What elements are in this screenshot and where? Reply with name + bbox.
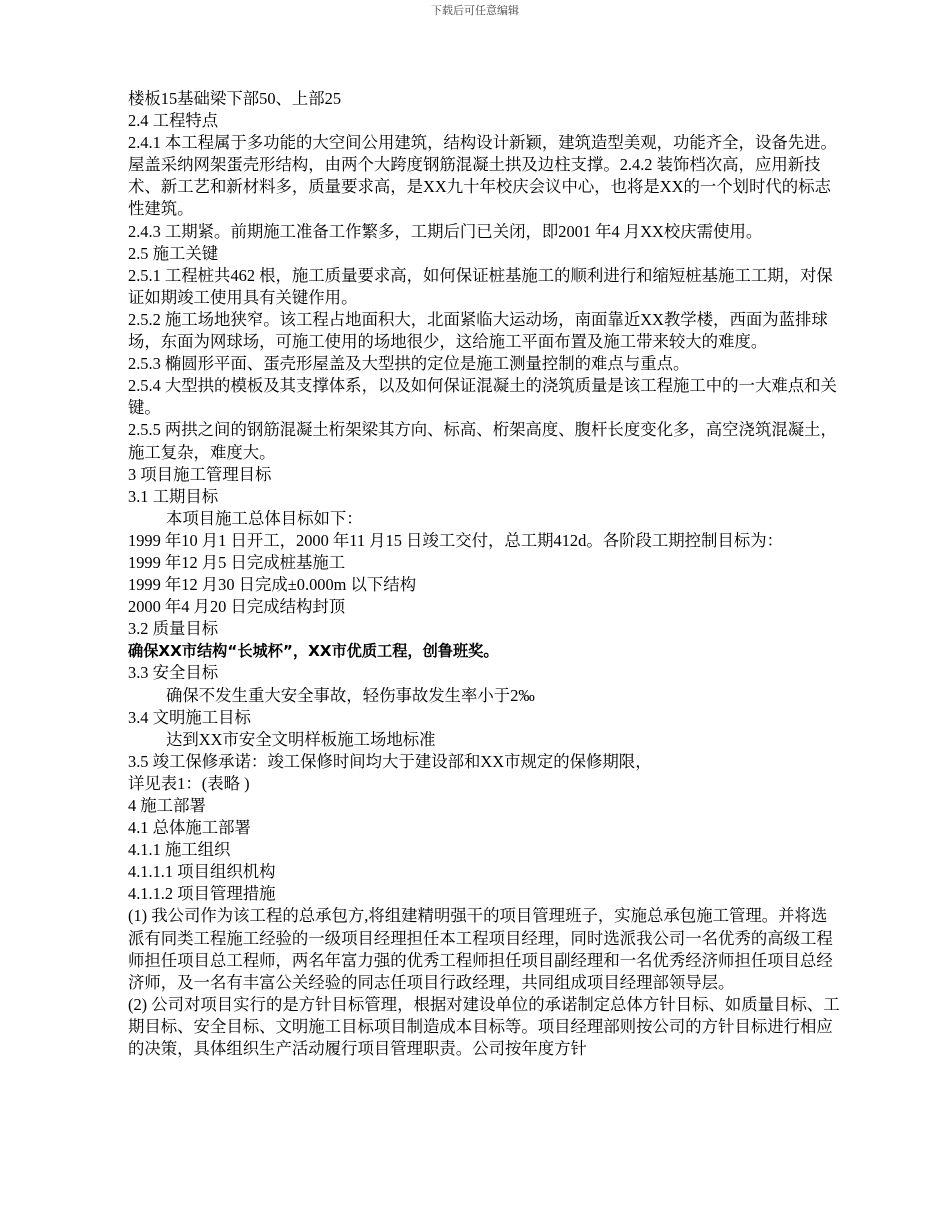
section-heading: 4.1.1 施工组织 — [128, 840, 231, 860]
section-heading: 3.2 质量目标 — [128, 619, 219, 639]
paragraph: 2.4.3 工期紧。前期施工准备工作繁多，工期后门已关闭，即2001 年4 月XX校庆需使用。 — [128, 221, 763, 241]
section-heading: 4.1 总体施工部署 — [128, 818, 251, 838]
paragraph: 1999 年10 月1 日开工，2000 年11 月15 日竣工交付，总工期412d。各阶段工期控制目标为： — [128, 530, 784, 550]
section-heading: 3.1 工期目标 — [128, 486, 219, 506]
paragraph: 2.5.1 工程桩共462 根，施工质量要求高，如何保证桩基施工的顺利进行和缩短桩基施工工期，对保证如期竣工使用具有关键作用。 — [128, 265, 833, 307]
section-heading: 3.3 安全目标 — [128, 663, 219, 683]
paragraph: 达到XX市安全文明样板施工场地标准 — [166, 729, 436, 749]
paragraph: (2) 公司对项目实行的是方针目标管理，根据对建设单位的承诺制定总体方针目标、如质量目标、工期目标、安全目标、文明施工目标项目制造成本目标等。项目经理部则按公司的方针目标进行相应的决策，具体组织生产活动履行项目管理职责。公司按年度方针 — [128, 994, 840, 1059]
paragraph: 2.5.5 两拱之间的钢筋混凝土桁架梁其方向、标高、桁架高度、腹杆长度变化多，高空浇筑混凝土，施工复杂，难度大。 — [128, 420, 837, 462]
paragraph: 2.5.4 大型拱的模板及其支撑体系，以及如何保证混凝土的浇筑质量是该工程施工中的一大难点和关键。 — [128, 376, 837, 418]
section-heading: 2.5 施工关键 — [128, 243, 219, 263]
section-heading: 4.1.1.2 项目管理措施 — [128, 884, 276, 904]
header-note: 下载后可任意编辑 — [431, 4, 519, 17]
section-heading: 4.1.1.1 项目组织机构 — [128, 862, 276, 882]
paragraph: 1999 年12 月30 日完成±0.000m 以下结构 — [128, 575, 417, 595]
paragraph: 详见表1：(表略 ) — [128, 773, 250, 793]
paragraph: 1999 年12 月5 日完成桩基施工 — [128, 552, 346, 572]
paragraph: 2.5.3 椭圆形平面、蛋壳形屋盖及大型拱的定位是施工测量控制的难点与重点。 — [128, 354, 690, 374]
paragraph: 2.4.1 本工程属于多功能的大空间公用建筑，结构设计新颖，建筑造型美观，功能齐全，设备先进。屋盖采纳网架蛋壳形结构，由两个大跨度钢筋混凝土拱及边柱支撑。2.4.2 装饰档次高，应用新技术、新工艺和新材料多，质量要求高，是XX九十年校庆会议中心，也将是XX的一个划时代的标志性建筑。 — [128, 133, 837, 219]
paragraph: 确保不发生重大安全事故，轻伤事故发生率小于2‰ — [166, 685, 535, 705]
document-body — [128, 88, 842, 1060]
paragraph: 本项目施工总体目标如下： — [166, 508, 363, 528]
paragraph: 2.5.2 施工场地狭窄。该工程占地面积大，北面紧临大运动场，南面靠近XX教学楼，西面为蓝排球场，东面为网球场，可施工使用的场地很少，这给施工平面布置及施工带来较大的难度。 — [128, 309, 828, 352]
paragraph: (1) 我公司作为该工程的总承包方,将组建精明强干的项目管理班子，实施总承包施工管理。并将选派有同类工程施工经验的一级项目经理担任本工程项目经理，同时选派我公司一名优秀的高级工程师担任项目总工程师，两名年富力强的优秀工程师担任项目副经理和一名优秀经济师担任项目总经济师，及一名有丰富公关经验的同志任项目行政经理，共同组成项目经理部领导层。 — [128, 906, 833, 992]
section-heading: 4 施工部署 — [128, 796, 206, 815]
paragraph: 3.5 竣工保修承诺：竣工保修时间均大于建设部和XX市规定的保修期限， — [128, 751, 652, 771]
paragraph: 2000 年4 月20 日完成结构封顶 — [128, 597, 346, 617]
section-heading: 3 项目施工管理目标 — [128, 464, 272, 484]
section-heading: 3.4 文明施工目标 — [128, 707, 251, 727]
section-heading: 2.4 工程特点 — [128, 111, 219, 131]
quality-goal-statement: 确保XX市结构“长城杯”，XX市优质工程，创鲁班奖。 — [128, 642, 499, 661]
paragraph: 楼板15基础梁下部50、上部25 — [128, 89, 342, 108]
